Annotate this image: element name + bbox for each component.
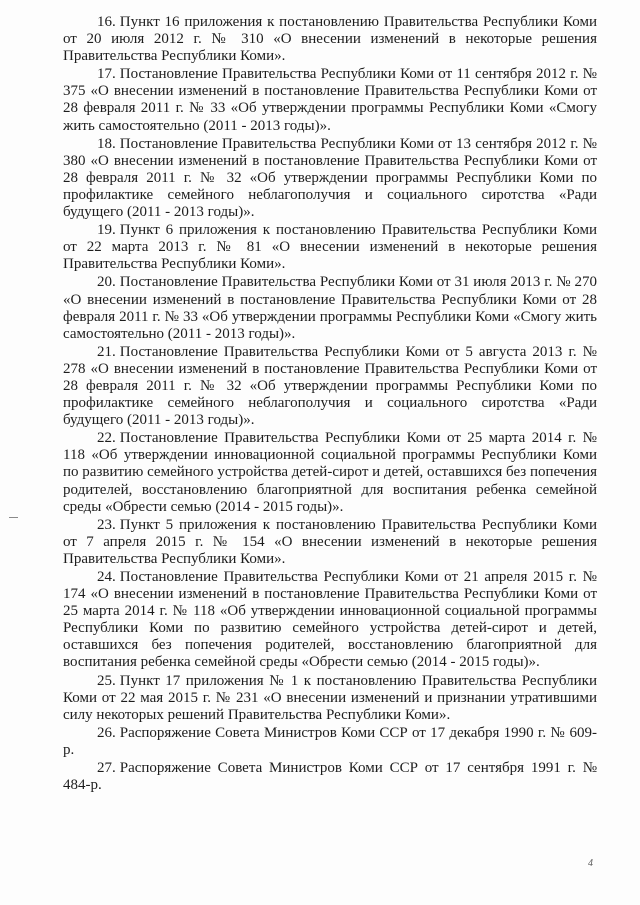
item-number: 16. — [97, 14, 116, 30]
list-item-25 — [63, 673, 597, 724]
scan-margin-mark — [9, 517, 18, 518]
list-item-27 — [63, 760, 597, 794]
item-text: Пункт 6 приложения к постановлению Правительства Республики Коми от 22 марта 2013 г. № 81 «О внесении изменений в некоторые решения Правительства Республики Коми». — [63, 222, 597, 273]
item-text: Пункт 5 приложения к постановлению Правительства Республики Коми от 7 апреля 2015 г. № 154 «О внесении изменений в некоторые решения Правительства Республики Коми». — [63, 516, 597, 567]
item-text: Пункт 16 приложения к постановлению Правительства Республики Коми от 20 июля 2012 г. № 310 «О внесении изменений в некоторые решения Правительства Республики Коми». — [63, 14, 597, 65]
list-item-23 — [63, 517, 597, 568]
item-text: Постановление Правительства Республики Коми от 5 августа 2013 г. № 278 «О внесении изменений в постановление Правительства Республики Коми от 28 февраля 2011 г. № 32 «Об утверждении программы Республики Коми по профилактике семейного неблагополучия и социального сиротства «Ради будущего (2011 - 2013 годы)». — [63, 343, 597, 429]
item-number: 26. — [97, 724, 116, 741]
corner-page-mark: 4 — [588, 858, 593, 869]
item-text: Постановление Правительства Республики Коми от 21 апреля 2015 г. № 174 «О внесении изменений в постановление Правительства Республики Коми от 25 марта 2014 г. № 118 «Об утверждении инновационной социальной программы Республики Коми по развитию семейного устройства детей-сирот и детей, оставшихся без попечения родителей, восстановлению благоприятной для воспитания ребенка семейной среды «Обрести семью (2014 - 2015 годы)». — [63, 569, 597, 671]
item-text: Постановление Правительства Республики Коми от 11 сентября 2012 г. № 375 «О внесении изменений в постановление Правительства Республики Коми от 28 февраля 2011 г. № 33 «Об утверждении программы Республики Коми «Смогу жить самостоятельно (2011 - 2013 годы)». — [63, 66, 597, 134]
list-item-21 — [63, 344, 597, 429]
item-number: 21. — [97, 343, 116, 360]
item-number: 22. — [97, 430, 116, 447]
list-item-16 — [63, 14, 597, 65]
document-body — [63, 14, 597, 795]
item-text: Распоряжение Совета Министров Коми ССР от 17 сентября 1991 г. № 484-р. — [63, 760, 597, 794]
item-number: 27. — [97, 760, 116, 777]
item-number: 20. — [97, 274, 116, 291]
list-item-18 — [63, 136, 597, 221]
list-item-24 — [63, 569, 597, 672]
item-number: 24. — [97, 569, 116, 585]
item-number: 18. — [97, 135, 116, 152]
item-text: Постановление Правительства Республики Коми от 31 июля 2013 г. № 270 «О внесении изменений в постановление Правительства Республики Коми от 28 февраля 2011 г. № 33 «Об утверждении программы Республики Коми «Смогу жить самостоятельно (2011 - 2013 годы)». — [63, 274, 597, 342]
list-item-26 — [63, 725, 597, 759]
item-number: 17. — [97, 66, 116, 83]
list-item-19 — [63, 222, 597, 273]
list-item-20 — [63, 274, 597, 342]
list-item-22 — [63, 430, 597, 515]
list-item-17 — [63, 66, 597, 134]
item-number: 19. — [97, 222, 116, 239]
item-number: 23. — [97, 516, 116, 533]
item-number: 25. — [97, 672, 116, 689]
item-text: Пункт 17 приложения № 1 к постановлению Правительства Республики Коми от 22 мая 2015 г. № 231 «О внесении изменений и признании утратившими силу некоторых решений Правительства Республики Коми». — [63, 672, 597, 723]
item-text: Постановление Правительства Республики Коми от 25 марта 2014 г. № 118 «Об утверждении инновационной социальной программы Республики Коми по развитию семейного устройства детей-сирот и детей, оставшихся без попечения родителей, восстановлению благоприятной для воспитания ребенка семейной среды «Обрести семью (2014 - 2015 годы)». — [63, 430, 597, 515]
item-text: Постановление Правительства Республики Коми от 13 сентября 2012 г. № 380 «О внесении изменений в постановление Правительства Республики Коми от 28 февраля 2011 г. № 32 «Об утверждении программы Республики Коми по профилактике семейного неблагополучия и социального сиротства «Ради будущего (2011 - 2013 годы)». — [63, 135, 597, 221]
item-text: Распоряжение Совета Министров Коми ССР от 17 декабря 1990 г. № 609-р. — [63, 724, 597, 758]
